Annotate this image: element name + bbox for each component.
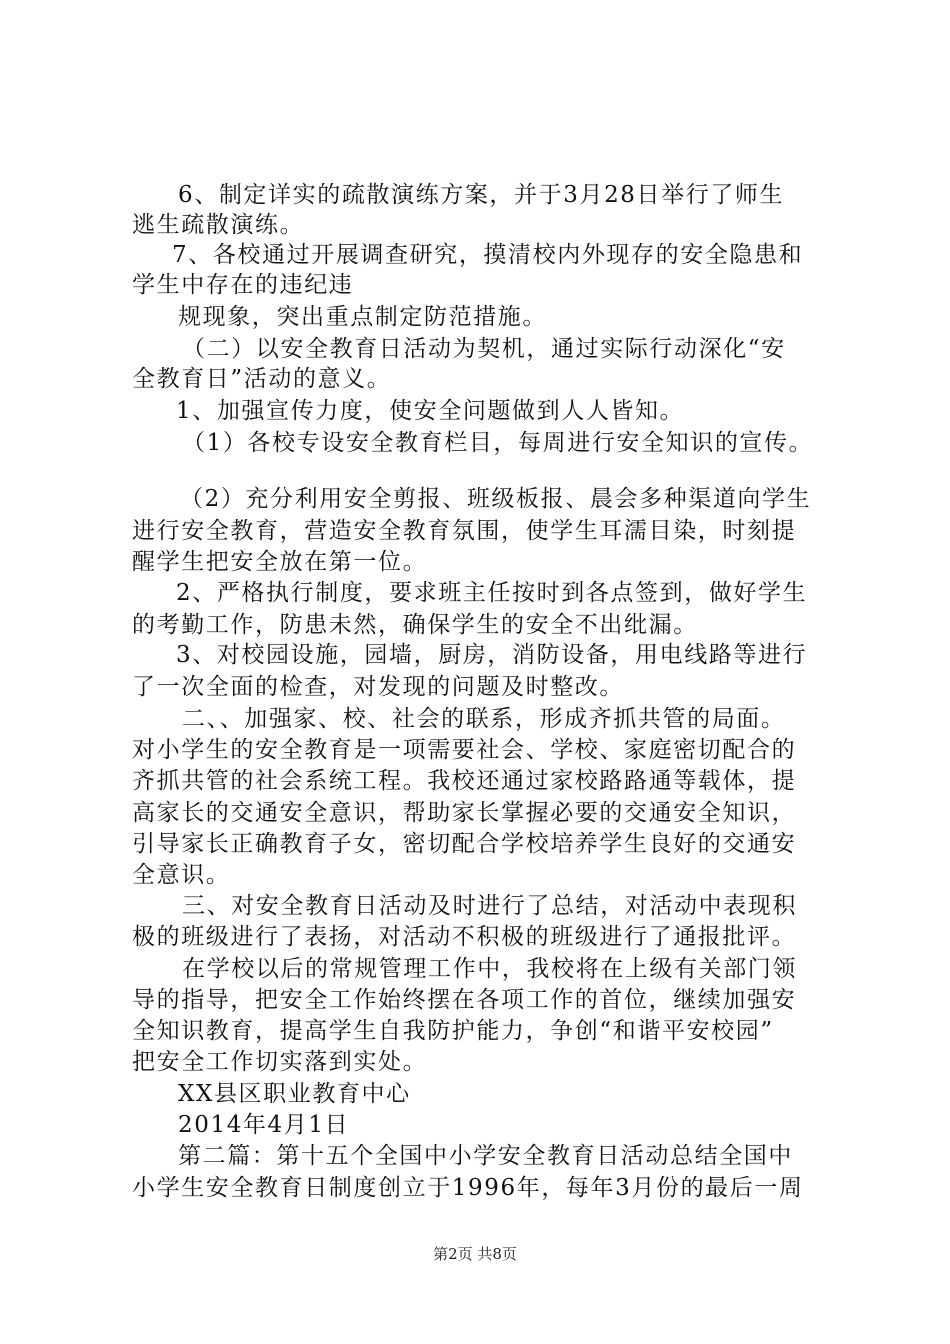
paragraph-line: 6、制定详实的疏散演练方案，并于3月28日举行了师生 (178, 182, 785, 208)
paragraph-line: 逃生疏散演练。 (132, 212, 305, 238)
paragraph-line: 全意识。 (132, 862, 231, 888)
paragraph-line: 导的指导，把安全工作始终摆在各项工作的首位，继续加强安 (132, 987, 797, 1013)
paragraph-line: （1）各校专设安全教育栏目，每周进行安全知识的宣传。 (182, 430, 814, 456)
paragraph-line: 醒学生把安全放在第一位。 (132, 549, 428, 575)
paragraph-line: 的考勤工作，防患未然，确保学生的安全不出纰漏。 (132, 612, 698, 638)
paragraph-line: 引导家长正确教育子女，密切配合学校培养学生良好的交通安 (132, 831, 797, 857)
paragraph-line: 7、各校通过开展调查研究，摸清校内外现存的安全隐患和 (172, 242, 804, 268)
paragraph-line: （二）以安全教育日活动为契机，通过实际行动深化“安 (182, 336, 786, 362)
paragraph-line: 对小学生的安全教育是一项需要社会、学校、家庭密切配合的 (132, 737, 797, 763)
paragraph-line: 小学生安全教育日制度创立于1996年，每年3月份的最后一周 (132, 1175, 804, 1201)
paragraph-line: 1、加强宣传力度，使安全问题做到人人皆知。 (176, 398, 685, 424)
paragraph-line: 规现象，突出重点制定防范措施。 (178, 304, 547, 330)
paragraph-line: 全教育日”活动的意义。 (132, 366, 392, 392)
paragraph-line: 三、对安全教育日活动及时进行了总结，对活动中表现积 (182, 893, 797, 919)
organization-name: XX县区职业教育中心 (178, 1081, 411, 1107)
paragraph-line: 二、、加强家、校、社会的联系，形成齐抓共管的局面。 (182, 706, 786, 732)
paragraph-line: 学生中存在的违纪违 (132, 272, 354, 298)
paragraph-line: 了一次全面的检查，对发现的问题及时整改。 (132, 674, 624, 700)
paragraph-line: 第二篇：第十五个全国中小学安全教育日活动总结全国中 (178, 1143, 793, 1169)
document-date: 2014年4月1日 (178, 1112, 350, 1138)
paragraph-line: 极的班级进行了表扬，对活动不积极的班级进行了通报批评。 (132, 924, 797, 950)
paragraph-line: 高家长的交通安全意识，帮助家长掌握必要的交通安全知识， (132, 800, 797, 826)
paragraph-line: 2、严格执行制度，要求班主任按时到各点签到，做好学生 (176, 580, 808, 606)
paragraph-line: 齐抓共管的社会系统工程。我校还通过家校路路通等载体，提 (132, 768, 797, 794)
paragraph-line: 全知识教育，提高学生自我防护能力，争创“和谐平安校园” (132, 1018, 774, 1044)
paragraph-line: 3、对校园设施，园墙，厨房，消防设备，用电线路等进行 (176, 642, 808, 668)
page-number-footer: 第2页 共8页 (433, 1245, 517, 1263)
paragraph-line: 进行安全教育，营造安全教育氛围，使学生耳濡目染，时刻提 (132, 518, 797, 544)
paragraph-line: 在学校以后的常规管理工作中，我校将在上级有关部门领 (182, 956, 797, 982)
paragraph-line: 把安全工作切实落到实处。 (132, 1049, 428, 1075)
paragraph-line: （2）充分利用安全剪报、班级板报、晨会多种渠道向学生 (180, 486, 812, 512)
